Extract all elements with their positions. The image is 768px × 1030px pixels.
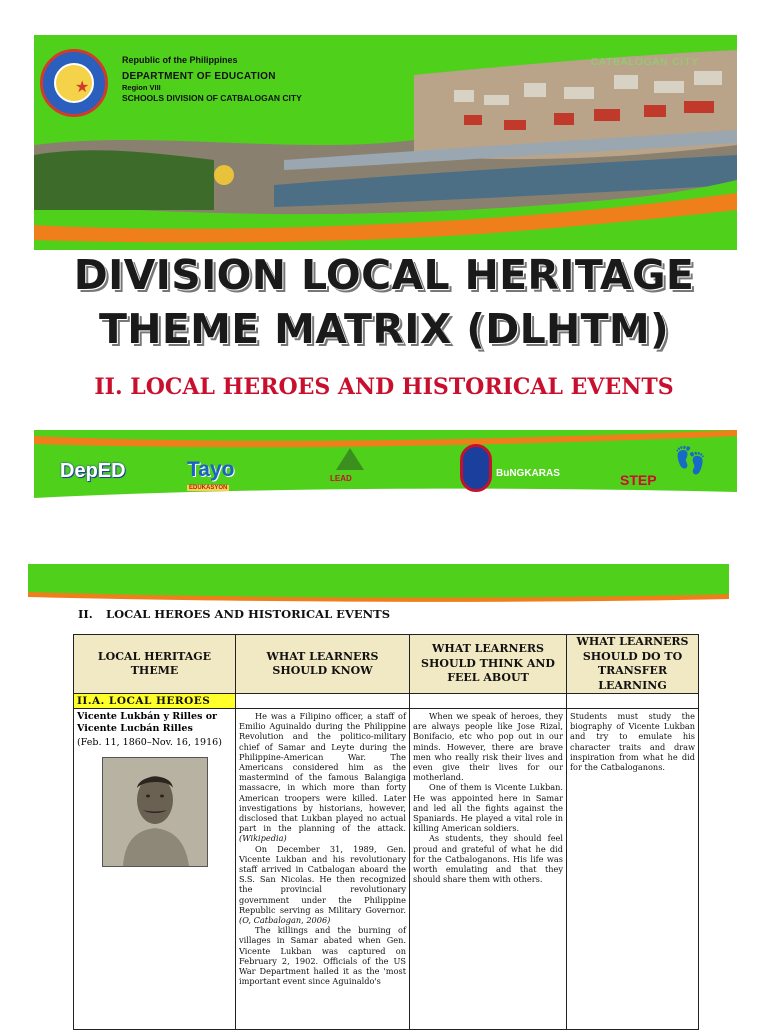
column-header: WHAT LEARNERS SHOULD THINK AND FEEL ABOUT — [410, 635, 567, 694]
know-paragraph: The killings and the burning of villages in Samar abated when Gen. Vicente Lukban was captured on February 2, 1902. Officials of the US War Department hailed it as the 'most important event since Aguinaldo's — [239, 925, 406, 987]
page-header-bar — [28, 564, 729, 602]
lead-mark-icon — [336, 448, 364, 470]
column-header: LOCAL HERITAGE THEME — [74, 635, 236, 694]
hero-portrait-photo — [102, 757, 208, 867]
agency-block — [122, 55, 302, 103]
region-label: Region VIII — [122, 83, 161, 92]
heritage-matrix-table — [73, 634, 699, 1030]
logo-band — [34, 430, 737, 498]
lead-logo: LEAD — [330, 474, 352, 483]
deped-division-seal — [40, 49, 108, 117]
know-paragraph: On December 31, 1989, Gen. Vicente Lukban and his revolutionary staff arrived in Catbalogan aboard the S.S. San Nicolas. He then recognized the provincial revolutionary government under the Philippine Republic serving as Military Governor. — [239, 843, 406, 915]
do-cell — [567, 709, 699, 1030]
know-citation: (O, Catbalogan, 2006) — [239, 915, 331, 926]
know-cell — [236, 709, 410, 1030]
know-citation: (Wikipedia) — [239, 833, 287, 844]
hero-name: Vicente Lukbán y Rilles or Vicente Lucbán Rilles — [77, 711, 218, 734]
table-row — [74, 709, 699, 1030]
subsection-row — [74, 694, 699, 709]
do-paragraph: Students must study the biography of Vicente Lukban and try to emulate his character traits and draw inspiration from what he did for the Catbaloganons. — [570, 711, 695, 773]
column-header: WHAT LEARNERS SHOULD KNOW — [236, 635, 410, 694]
section-title: LOCAL HEROES AND HISTORICAL EVENTS — [106, 607, 391, 621]
division-label: SCHOOLS DIVISION OF CATBALOGAN CITY — [122, 93, 302, 103]
section-number: II. — [78, 607, 93, 621]
know-paragraph: He was a Filipino officer, a staff of Emilio Aguinaldo during the Philippine Revolution and the politico-military chief of Samar and Leyte during the Philippine-American War. The Americans considered him as the mastermind of the famous Balangiga massacre, in which more than forty American troopers were killed. Later investigations by historians, however, disclosed that Lukban played no actual part in the planning of the attack. — [239, 711, 406, 834]
department-label: DEPARTMENT OF EDUCATION — [122, 71, 276, 82]
footprints-icon: 👣 — [674, 446, 707, 476]
column-header: WHAT LEARNERS SHOULD DO TO TRANSFER LEARNING — [567, 635, 699, 694]
subsection-label: II.A. LOCAL HEROES — [74, 694, 236, 709]
think-paragraph: As students, they should feel proud and grateful of what he did for the Catbaloganons. His life was worth emulating and that they should share them with others. — [413, 833, 563, 885]
page-title — [0, 248, 768, 356]
think-cell — [410, 709, 567, 1030]
think-paragraph: One of them is Vicente Lukban. He was appointed here in Samar and led all the fights against the Spaniards. He played a vital role in killing American soldiers. — [413, 782, 563, 834]
deped-logo: DepED — [60, 460, 126, 482]
page-subtitle: II. LOCAL HEROES AND HISTORICAL EVENTS — [94, 374, 674, 400]
header-banner — [34, 35, 737, 250]
theme-cell — [74, 709, 236, 1030]
republic-label: Republic of the Philippines — [122, 55, 238, 65]
step-logo: STEP — [620, 472, 657, 488]
bungkaras-mark-icon — [460, 444, 492, 492]
bungkaras-logo: BuNGKARAS — [496, 468, 560, 479]
city-watermark: CATBALOGAN CITY — [590, 57, 699, 68]
section-heading — [78, 607, 390, 621]
tayo-logo-sub: EDUKASYON — [189, 485, 228, 491]
think-paragraph: When we speak of heroes, they are always people like Jose Rizal, Bonifacio, etc who pop out in our minds. However, there are brave men who really risk their lives and even give their lives for our motherland. — [413, 711, 563, 783]
hero-dates: (Feb. 11, 1860–Nov. 16, 1916) — [77, 737, 222, 748]
table-header-row — [74, 635, 699, 694]
star-icon: ★ — [75, 77, 90, 96]
tayo-logo: Tayo — [187, 458, 235, 481]
title-line-1: DIVISION LOCAL HERITAGE — [73, 251, 695, 299]
title-line-2: THEME MATRIX (DLHTM) — [98, 305, 670, 353]
